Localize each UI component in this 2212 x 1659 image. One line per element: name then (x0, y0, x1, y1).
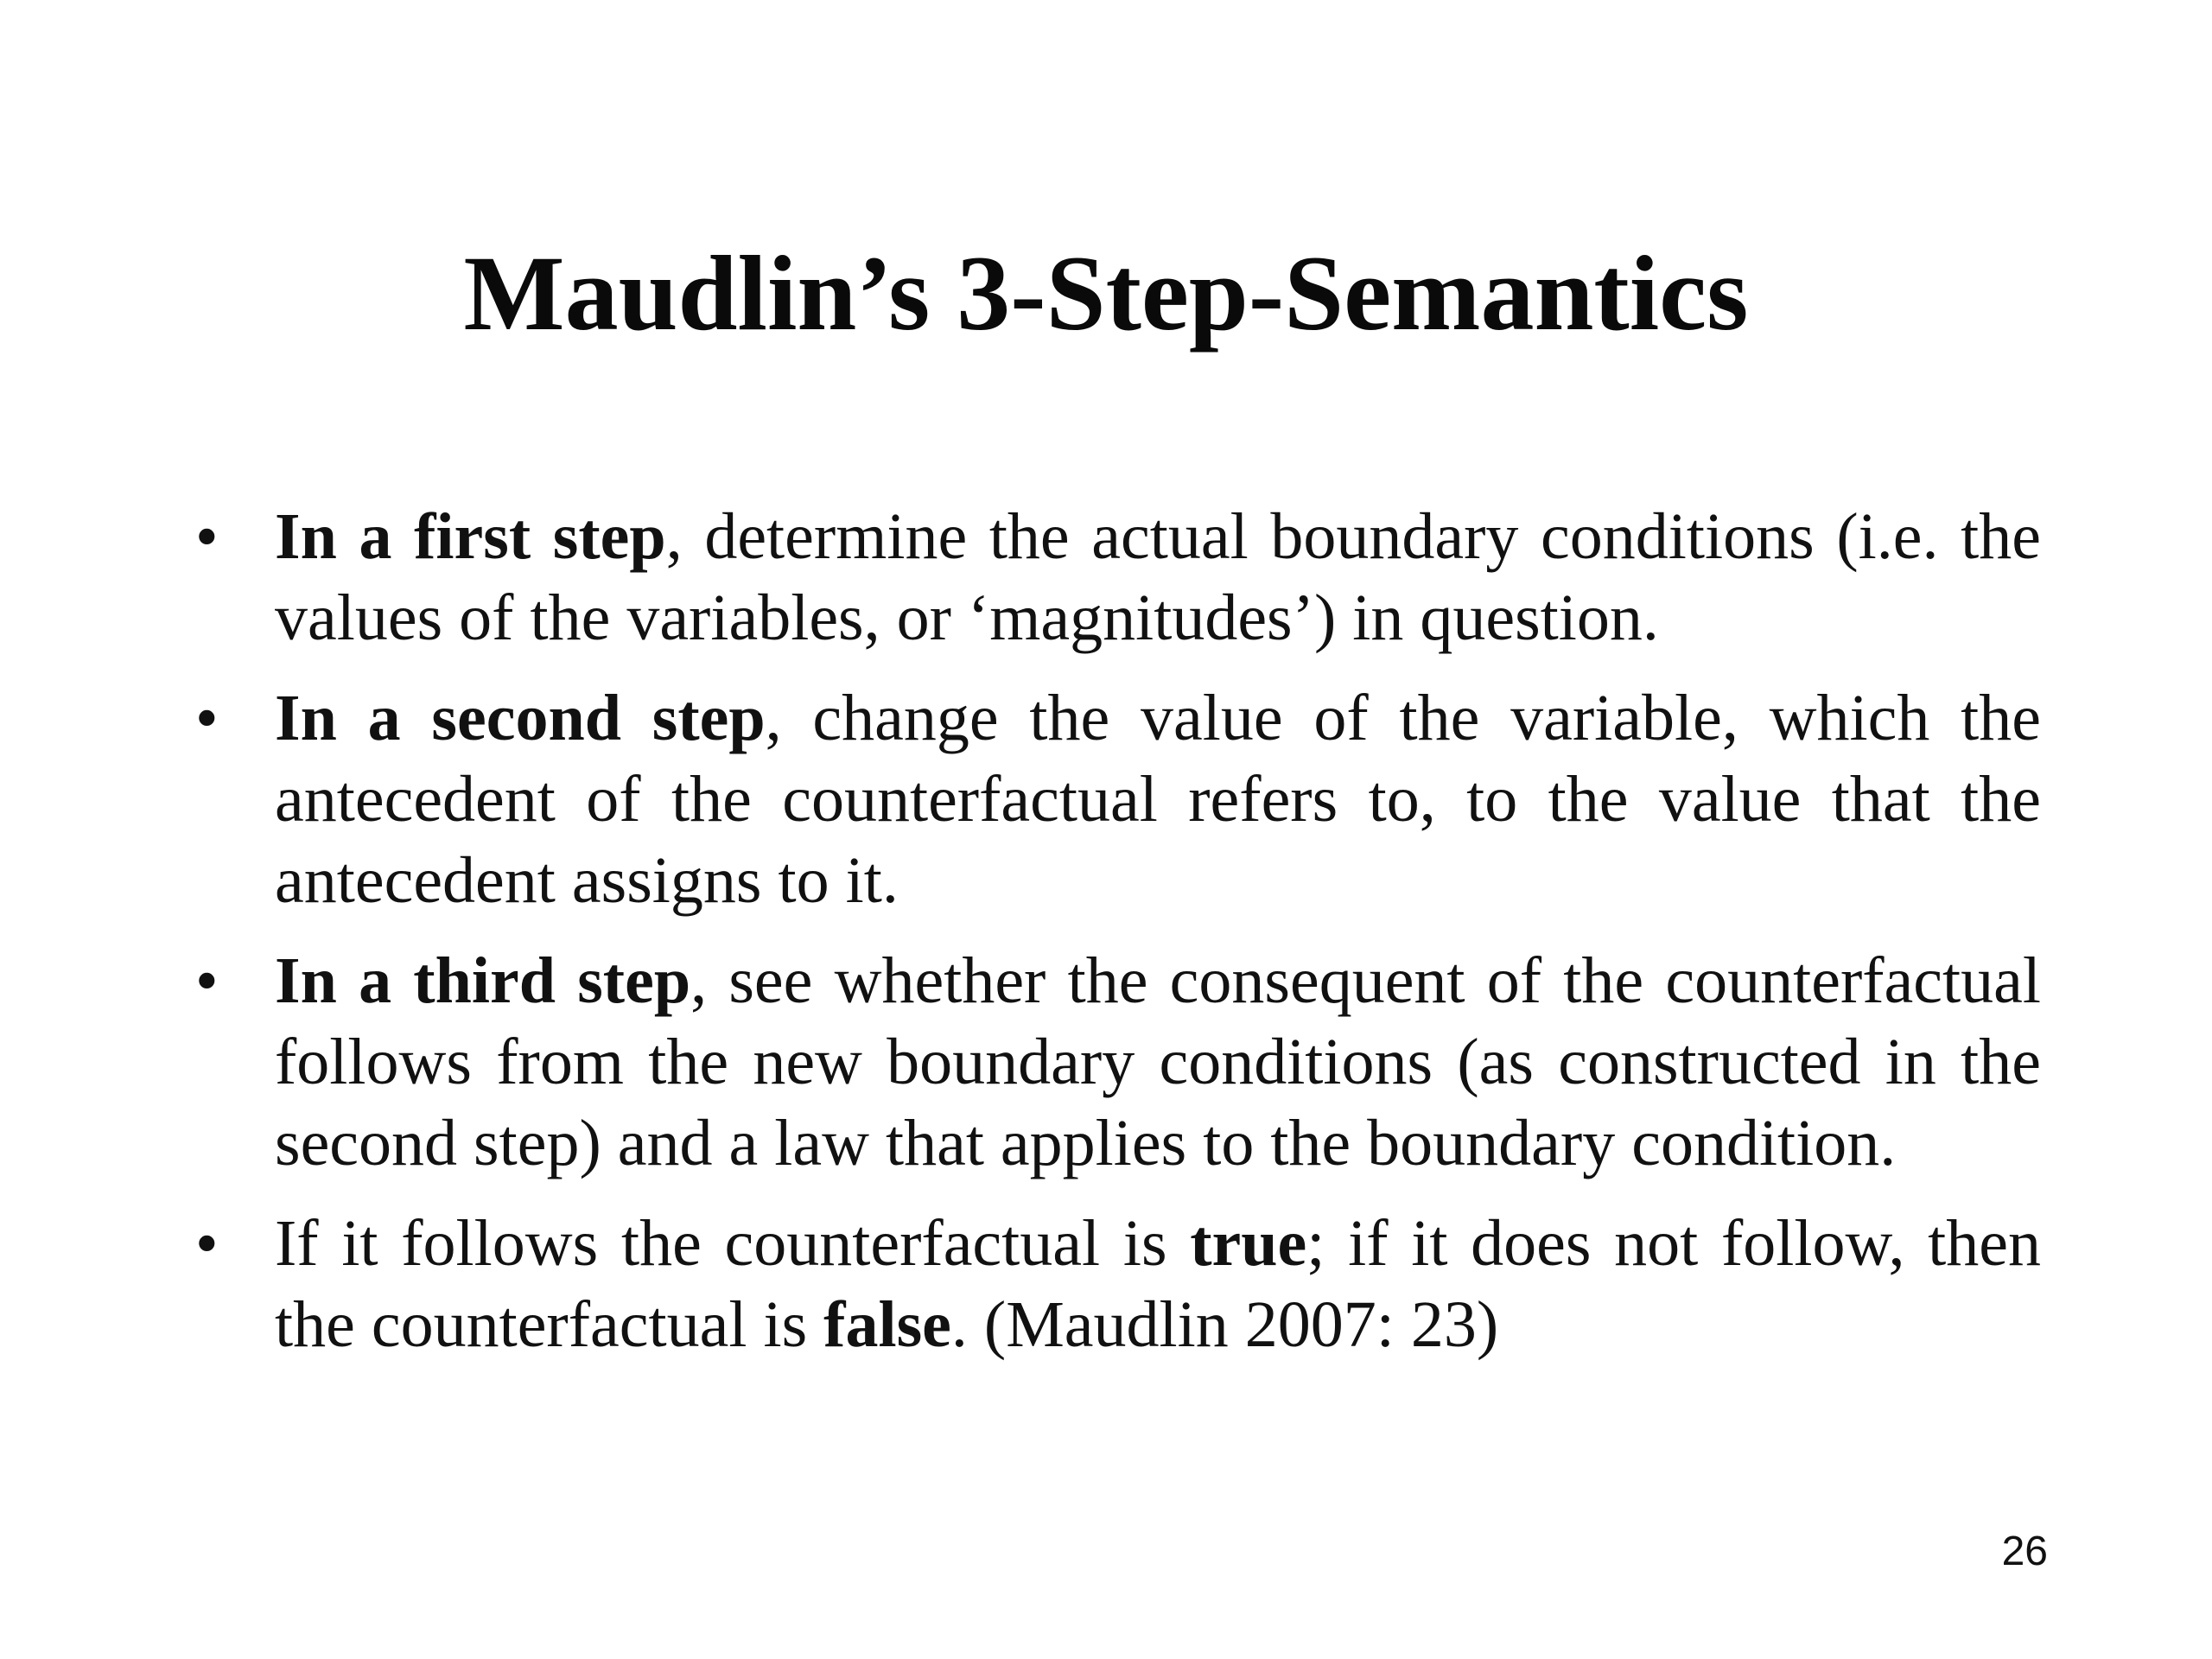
bullet-bold-lead: In a first step (275, 500, 666, 573)
slide-title: Maudlin’s 3-Step-Semantics (463, 234, 1749, 353)
bullet-item-third-step (195, 940, 2041, 1184)
bullet-item-first-step (195, 496, 2041, 658)
bullet-text: , determine the actual boundary conditions (i.e. the values of the variables, or ‘magnitudes’) in question. (275, 500, 2041, 654)
bullet-bold-lead: In a second step (275, 682, 766, 754)
bullet-list (195, 496, 2041, 1384)
bullet-icon: • (195, 1207, 219, 1280)
bullet-text: If it follows the counterfactual is (275, 1207, 1191, 1280)
bullet-icon: • (195, 944, 219, 1017)
bullet-icon: • (195, 682, 219, 754)
bullet-citation: . (Maudlin 2007: 23) (950, 1288, 1499, 1361)
bullet-bold-lead: In a third step (275, 944, 691, 1017)
bullet-text: ; if it does not follow, then the counterfactual is (275, 1207, 2041, 1361)
bullet-text: , see whether the consequent of the counterfactual follows from the new boundary conditions (as constructed in the second step) and a law that applies to the boundary condition. (275, 944, 2041, 1179)
bullet-text: , change the value of the variable, which the antecedent of the counterfactual refers to, to the value that the antecedent assigns to it. (275, 682, 2041, 917)
bullet-item-second-step (195, 677, 2041, 921)
bullet-icon: • (195, 500, 219, 573)
page-number: 26 (2001, 1529, 2048, 1574)
bullet-bold-true: true (1190, 1207, 1307, 1280)
bullet-bold-false: false (823, 1288, 951, 1361)
bullet-item-conclusion (195, 1203, 2041, 1365)
